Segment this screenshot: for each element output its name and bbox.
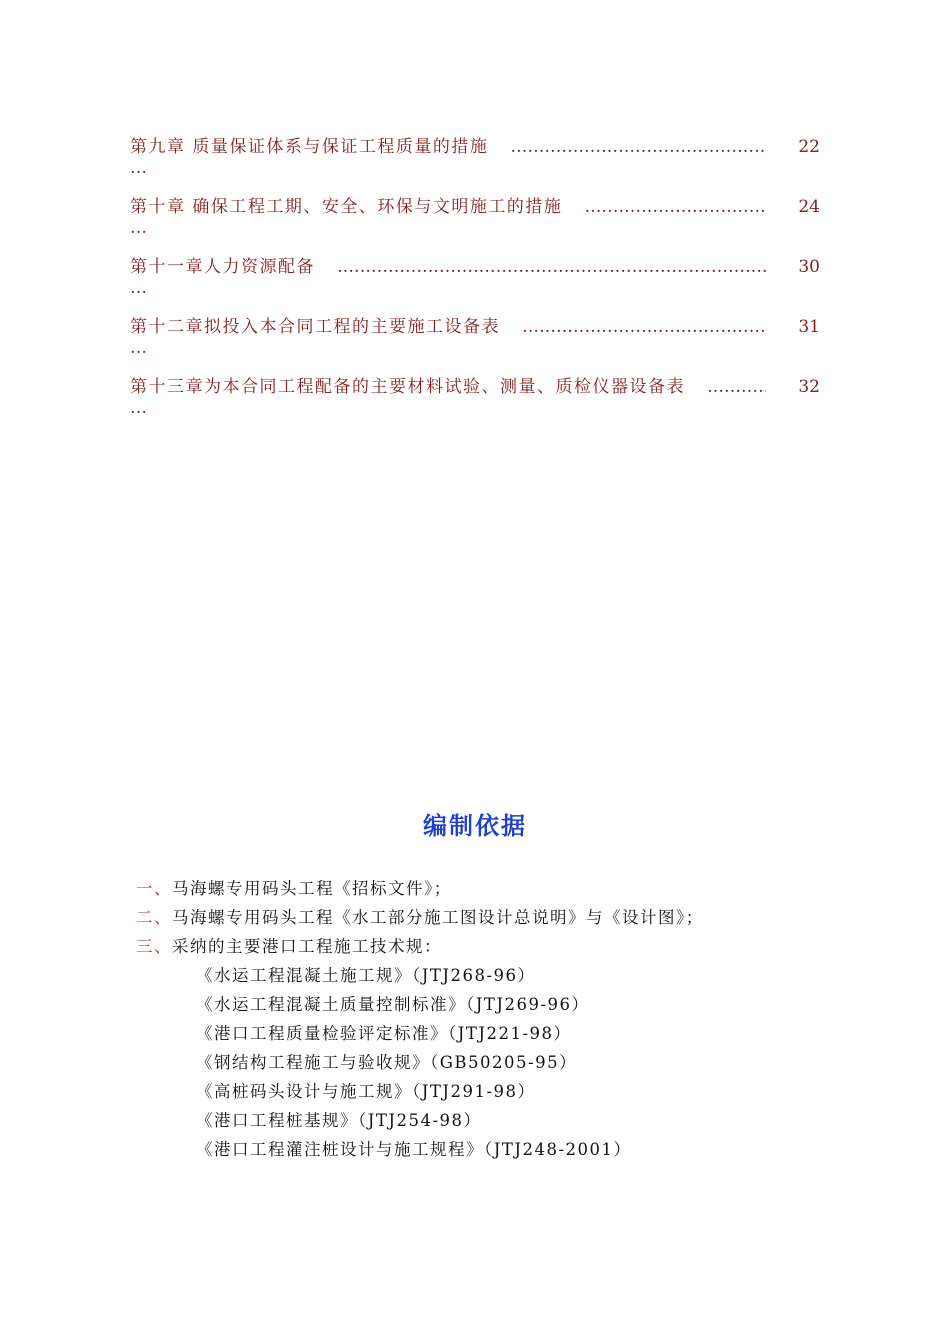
toc-leader-dots — [584, 193, 766, 221]
toc-page-number: 32 — [798, 377, 820, 397]
toc-item-13[interactable] — [130, 373, 820, 433]
toc-leader-dots — [522, 313, 766, 341]
toc-leader-dots — [707, 373, 766, 401]
section-heading: 编制依据 — [423, 812, 527, 840]
toc-item-title: 第十章 确保工程工期、安全、环保与文明施工的措施 — [130, 197, 563, 217]
standard-item: 《港口工程桩基规》（JTJ254-98） — [196, 1111, 482, 1130]
toc-page-number: 24 — [798, 197, 820, 217]
toc-item-title: 第十一章人力资源配备 — [130, 257, 315, 277]
standard-item: 《水运工程混凝土质量控制标准》（JTJ269-96） — [196, 995, 590, 1014]
toc-leader-continuation: … — [130, 278, 147, 298]
basis-item — [136, 903, 896, 932]
toc-leader-continuation: … — [130, 398, 147, 418]
list-number: 二、 — [136, 908, 172, 927]
toc-leader-continuation: … — [130, 158, 147, 178]
list-text: 马海螺专用码头工程《水工部分施工图设计总说明》与《设计图》； — [172, 908, 704, 927]
toc-page-number: 31 — [798, 317, 820, 337]
toc-page-number: 30 — [798, 257, 820, 277]
list-text: 马海螺专用码头工程《招标文件》； — [172, 879, 452, 898]
toc-item-title: 第十二章拟投入本合同工程的主要施工设备表 — [130, 317, 500, 337]
basis-item — [136, 932, 896, 961]
toc-item-12[interactable] — [130, 313, 820, 373]
standard-item: 《高桩码头设计与施工规》（JTJ291-98） — [196, 1082, 536, 1101]
list-text: 采纳的主要港口工程施工技术规： — [172, 937, 442, 956]
toc-leader-continuation: … — [130, 338, 147, 358]
standard-item: 《钢结构工程施工与验收规》（GB50205-95） — [196, 1053, 578, 1072]
toc-item-11[interactable] — [130, 253, 820, 313]
basis-item — [136, 874, 896, 903]
toc-leader-dots — [337, 253, 766, 281]
list-number: 三、 — [136, 937, 172, 956]
toc-item-title: 第十三章为本合同工程配备的主要材料试验、测量、质检仪器设备表 — [130, 377, 685, 397]
table-of-contents — [130, 133, 820, 433]
toc-item-9[interactable] — [130, 133, 820, 193]
basis-list — [136, 874, 896, 1164]
toc-leader-dots — [510, 133, 766, 161]
list-number: 一、 — [136, 879, 172, 898]
standard-item: 《水运工程混凝土施工规》（JTJ268-96） — [196, 966, 536, 985]
toc-item-title: 第九章 质量保证体系与保证工程质量的措施 — [130, 137, 489, 157]
toc-leader-continuation: … — [130, 218, 147, 238]
toc-item-10[interactable] — [130, 193, 820, 253]
standard-item: 《港口工程质量检验评定标准》（JTJ221-98） — [196, 1024, 572, 1043]
standard-item: 《港口工程灌注桩设计与施工规程》（JTJ248-2001） — [196, 1140, 632, 1159]
toc-page-number: 22 — [798, 137, 820, 157]
